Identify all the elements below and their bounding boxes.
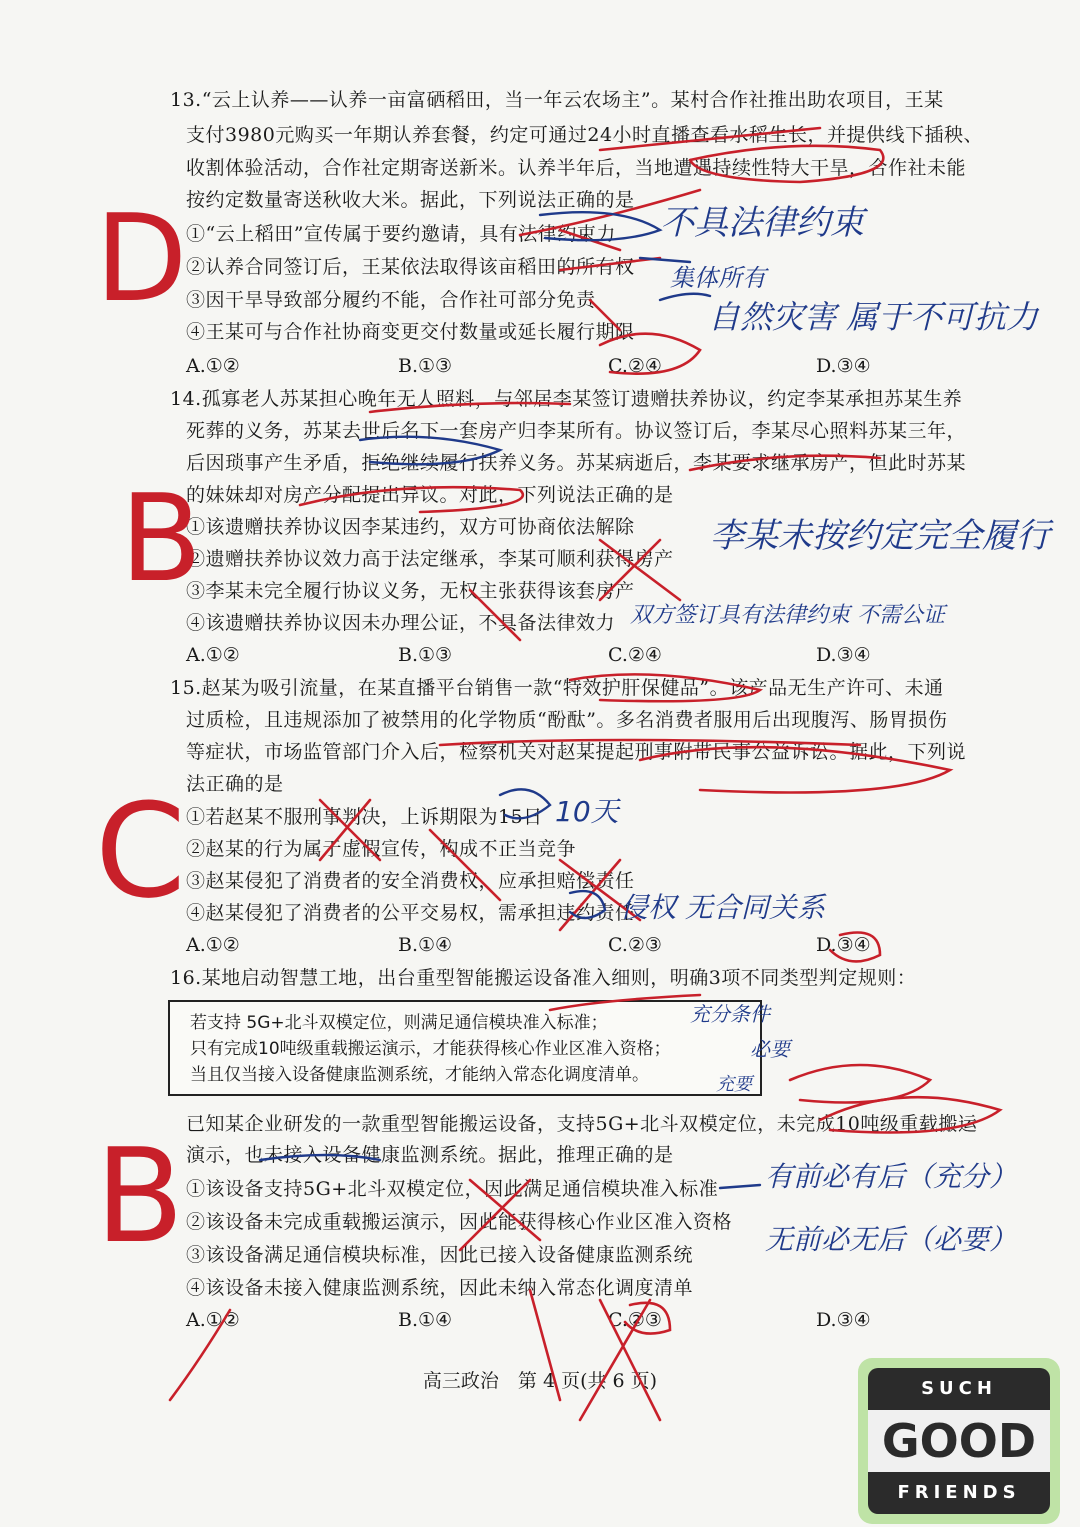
q15-line-1: 15.赵某为吸引流量，在某直播平台销售一款“特效护肝保健品”。该产品无生产许可、未通: [170, 677, 944, 699]
q14-option-d: D.③④: [816, 644, 871, 666]
note-q15-1: 10天: [555, 795, 619, 828]
q14-line-3: 后因琐事产生矛盾，拒绝继续履行扶养义务。苏某病逝后，李某要求继承房产，但此时苏某: [186, 452, 967, 474]
note-q16-4: 有前必有后（充分）: [765, 1160, 1018, 1193]
q16-rules-box: [168, 1000, 762, 1096]
q13-option-b: B.①③: [398, 355, 453, 377]
q16-rule-2: 只有完成10吨级重载搬运演示，才能获得核心作业区准入资格；: [190, 1039, 671, 1059]
q16-statement-4: ④该设备未接入健康监测系统，因此未纳入常态化调度清单: [186, 1277, 694, 1299]
q15-line-3: 等症状，市场监管部门介入后，检察机关对赵某提起刑事附带民事公益诉讼。据此，下列说: [186, 741, 967, 763]
answer-letter-14: B: [120, 470, 203, 609]
q16-statement-1: ①该设备支持5G+北斗双模定位，因此满足通信模块准入标准: [186, 1178, 719, 1200]
q14-option-c: C.②④: [608, 644, 662, 666]
q16-option-a: A.①②: [186, 1309, 240, 1331]
q14-line-4: 的妹妹却对房产分配提出异议。对此，下列说法正确的是: [186, 484, 674, 506]
answer-letter-16: B: [95, 1120, 185, 1272]
watermark-badge-inner: [868, 1368, 1050, 1514]
note-q14-1: 李某未按约定完全履行: [710, 516, 1050, 556]
q16-statement-2: ②该设备未完成重载搬运演示，因此能获得核心作业区准入资格: [186, 1211, 733, 1233]
watermark-badge: [858, 1358, 1060, 1524]
q13-line-3: 收割体验活动，合作社定期寄送新米。认养半年后，当地遭遇持续性特大干旱，合作社未能: [186, 157, 967, 179]
q16-intro: 16.某地启动智慧工地，出台重型智能搬运设备准入细则，明确3项不同类型判定规则：: [170, 967, 917, 989]
q16-option-b: B.①④: [398, 1309, 453, 1331]
q14-statement-3: ③李某未完全履行协议义务，无权主张获得该套房产: [186, 580, 635, 602]
note-q16-5: 无前必无后（必要）: [765, 1223, 1018, 1256]
q13-blue-arrow-2: [660, 294, 710, 300]
q13-line-2: 支付3980元购买一年期认养套餐，约定可通过24小时直播查看水稻生长，并提供线下插秧、: [186, 124, 984, 146]
q16-line-1: 已知某企业研发的一款重型智能搬运设备，支持5G+北斗双模定位，未完成10吨级重载搬运: [186, 1113, 978, 1135]
note-q16-1: 充分条件: [690, 1002, 770, 1026]
q13-line-4: 按约定数量寄送秋收大米。据此，下列说法正确的是: [186, 189, 635, 211]
q15-line-2: 过质检，且违规添加了被禁用的化学物质“酚酞”。多名消费者服用后出现腹泻、肠胃损伤: [186, 709, 948, 731]
q13-statement-2: ②认养合同签订后，王某依法取得该亩稻田的所有权: [186, 256, 635, 278]
watermark-top: SUCH: [921, 1378, 997, 1399]
q16-statement-3: ③该设备满足通信模块标准，因此已接入设备健康监测系统: [186, 1244, 694, 1266]
q14-option-a: A.①②: [186, 644, 240, 666]
page-footer: 高三政治 第 4 页(共 6 页): [422, 1370, 658, 1392]
q13-option-c: C.②④: [608, 355, 662, 377]
q14-option-b: B.①③: [398, 644, 453, 666]
note-q13-1: 不具法律约束: [660, 203, 864, 243]
answer-letter-13: D: [95, 190, 188, 329]
q16-blue-arrow: [720, 1185, 760, 1188]
q16-line-2: 演示，也未接入设备健康监测系统。据此，推理正确的是: [186, 1144, 674, 1166]
q13-option-d: D.③④: [816, 355, 871, 377]
q15-option-d: D.③④: [816, 934, 871, 956]
q15-line-4: 法正确的是: [186, 773, 284, 795]
q15-option-b: B.①④: [398, 934, 453, 956]
note-q13-2: 集体所有: [670, 264, 766, 292]
q14-statement-1: ①该遗赠扶养协议因李某违约，双方可协商依法解除: [186, 516, 635, 538]
q16-option-c: C.②③: [608, 1309, 662, 1331]
q13-statement-3: ③因干旱导致部分履约不能，合作社可部分免责: [186, 289, 596, 311]
note-q16-2: 必要: [750, 1037, 790, 1061]
q15-statement-1: ①若赵某不服刑事判决，上诉期限为15日: [186, 806, 543, 828]
note-q16-3: 充要: [716, 1074, 752, 1095]
q16-option-d: D.③④: [816, 1309, 871, 1331]
note-q13-3: 自然灾害 属于不可抗力: [708, 298, 1039, 336]
q13-statement-1: ①“云上稻田”宣传属于要约邀请，具有法律约束力: [186, 223, 616, 245]
q13-option-a: A.①②: [186, 355, 240, 377]
q15-statement-4: ④赵某侵犯了消费者的公平交易权，需承担违约责任: [186, 902, 635, 924]
q16-rule-3: 当且仅当接入设备健康监测系统，才能纳入常态化调度清单。: [190, 1065, 649, 1085]
q14-statement-2: ②遗赠扶养协议效力高于法定继承，李某可顺利获得房产: [186, 548, 674, 570]
q14-line-2: 死葬的义务，苏某去世后名下一套房产归李某所有。协议签订后，李某尽心照料苏某三年，: [186, 420, 967, 442]
note-q14-2: 双方签订具有法律约束 不需公证: [630, 603, 945, 628]
q14-line-1: 14.孤寡老人苏某担心晚年无人照料，与邻居李某签订遗赠扶养协议，约定李某承担苏某生养: [170, 388, 963, 410]
q16-circle-1: [790, 1065, 930, 1103]
note-q15-2: 侵权 无合同关系: [620, 891, 825, 924]
q13-statement-4: ④王某可与合作社协商变更交付数量或延长履行期限: [186, 321, 635, 343]
q13-line-1: 13.“云上认养——认养一亩富硒稻田，当一年云农场主”。某村合作社推出助农项目，王某: [170, 89, 944, 111]
q15-option-a: A.①②: [186, 934, 240, 956]
q15-statement-2: ②赵某的行为属于虚假宣传，构成不正当竞争: [186, 838, 577, 860]
watermark-bottom: FRIENDS: [897, 1482, 1021, 1503]
q15-option-c: C.②③: [608, 934, 662, 956]
q14-statement-4: ④该遗赠扶养协议因未办理公证，不具备法律效力: [186, 612, 616, 634]
watermark-middle: GOOD: [868, 1410, 1050, 1472]
answer-letter-15: C: [95, 775, 186, 927]
q15-statement-3: ③赵某侵犯了消费者的安全消费权，应承担赔偿责任: [186, 870, 635, 892]
q16-rule-1: 若支持 5G+北斗双模定位，则满足通信模块准入标准；: [190, 1013, 608, 1033]
